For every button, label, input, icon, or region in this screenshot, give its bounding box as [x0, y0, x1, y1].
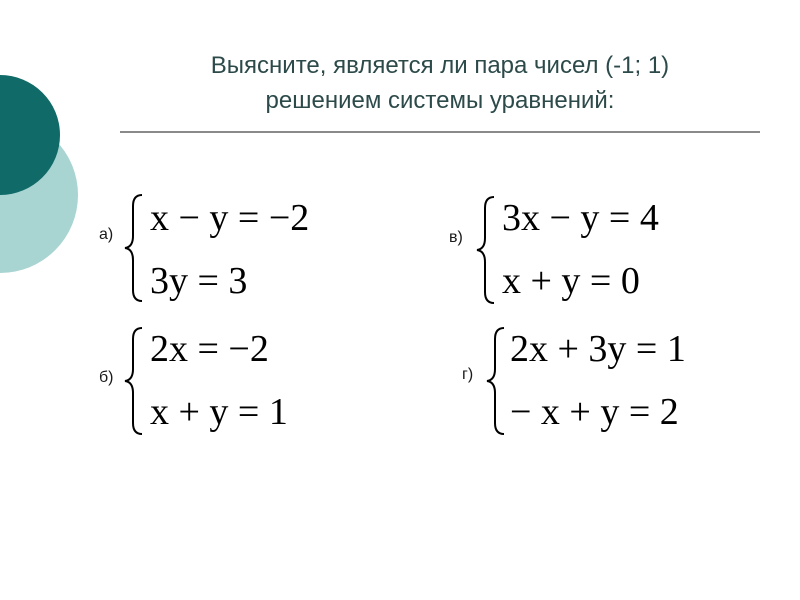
brace-icon — [122, 325, 148, 437]
title-divider — [120, 131, 760, 133]
brace-icon — [122, 192, 148, 304]
system-label: б) — [99, 369, 114, 386]
title-line-2: решением системы уравнений: — [265, 87, 615, 114]
page-title — [120, 48, 760, 118]
system-label: в) — [449, 229, 463, 246]
brace-icon — [474, 194, 500, 306]
system-label: г) — [462, 366, 474, 383]
equation-1: 3x − y = 4 — [502, 197, 659, 239]
decorative-circles — [0, 0, 130, 330]
title-line-1: Выясните, является ли пара чисел (-1; 1) — [210, 52, 670, 79]
equation-1: 2x + 3y = 1 — [510, 328, 686, 370]
equation-2: 3y = 3 — [150, 260, 248, 302]
equation-1: 2x = −2 — [150, 328, 269, 370]
system-label: а) — [99, 226, 114, 243]
brace-icon — [484, 325, 510, 437]
equation-2: x + y = 0 — [502, 260, 640, 302]
equation-2: x + y = 1 — [150, 391, 288, 433]
equation-2: − x + y = 2 — [510, 391, 679, 433]
equation-1: x − y = −2 — [150, 197, 310, 239]
